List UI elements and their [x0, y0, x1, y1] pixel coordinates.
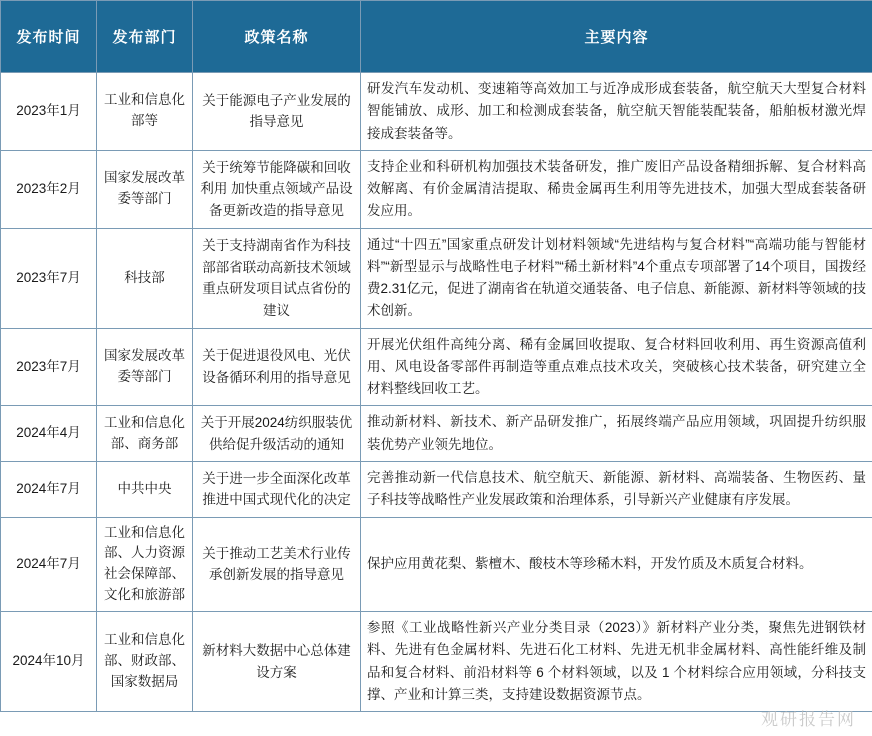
table-row — [1, 406, 872, 462]
cell-department: 中共中央 — [97, 461, 193, 517]
cell-main-content: 支持企业和科研机构加强技术装备研发，推广废旧产品设备精细拆解、复合材料高效解离、有价金属清洁提取、稀贵金属再生利用等先进技术，加强大型成套装备研发应用。 — [361, 150, 872, 228]
table-row — [1, 73, 872, 151]
cell-main-content: 通过“十四五”国家重点研发计划材料领域“先进结构与复合材料”“高端功能与智能材料”“新型显示与战略性电子材料”“稀土新材料”4个重点专项部署了14个项目，国拨经费2.31亿元，促进了湖南省在轨道交通装备、电子信息、新能源、新材料等领域的技术创新。 — [361, 228, 872, 328]
table-header — [1, 1, 872, 73]
table-row — [1, 150, 872, 228]
cell-policy-name: 关于推动工艺美术行业传承创新发展的指导意见 — [193, 517, 361, 612]
cell-date: 2023年2月 — [1, 150, 97, 228]
cell-policy-name: 新材料大数据中心总体建设方案 — [193, 612, 361, 712]
cell-policy-name: 关于统筹节能降碳和回收利用 加快重点领域产品设备更新改造的指导意见 — [193, 150, 361, 228]
cell-department: 国家发展改革委等部门 — [97, 150, 193, 228]
cell-department: 工业和信息化部、商务部 — [97, 406, 193, 462]
cell-main-content: 完善推动新一代信息技术、航空航天、新能源、新材料、高端装备、生物医药、量子科技等战略性产业发展政策和治理体系，引导新兴产业健康有序发展。 — [361, 461, 872, 517]
cell-main-content: 保护应用黄花梨、紫檀木、酸枝木等珍稀木料，开发竹质及木质复合材料。 — [361, 517, 872, 612]
cell-date: 2024年7月 — [1, 461, 97, 517]
column-header-department: 发布部门 — [97, 1, 193, 73]
cell-main-content: 研发汽车发动机、变速箱等高效加工与近净成形成套装备，航空航天大型复合材料智能铺放、成形、加工和检测成套装备，航空航天智能装配装备，船舶板材激光焊接成套装备等。 — [361, 73, 872, 151]
cell-date: 2024年10月 — [1, 612, 97, 712]
cell-date: 2024年7月 — [1, 517, 97, 612]
cell-policy-name: 关于支持湖南省作为科技部部省联动高新技术领域重点研发项目试点省份的建议 — [193, 228, 361, 328]
cell-date: 2023年7月 — [1, 228, 97, 328]
cell-department: 工业和信息化部、人力资源社会保障部、文化和旅游部 — [97, 517, 193, 612]
table-row — [1, 461, 872, 517]
cell-department: 工业和信息化部等 — [97, 73, 193, 151]
table-row — [1, 517, 872, 612]
table-body — [1, 73, 872, 712]
cell-policy-name: 关于能源电子产业发展的指导意见 — [193, 73, 361, 151]
cell-main-content: 参照《工业战略性新兴产业分类目录（2023）》新材料产业分类，聚焦先进钢铁材料、先进有色金属材料、先进石化工材料、先进无机非金属材料、高性能纤维及制品和复合材料、前沿材料等 6 个材料领域，以及 1 个材料综合应用领域，分科技支撑、产业和计算三类，支持建设数据资源节点。 — [361, 612, 872, 712]
table-header-row — [1, 1, 872, 73]
cell-date: 2023年7月 — [1, 328, 97, 406]
cell-department: 科技部 — [97, 228, 193, 328]
cell-policy-name: 关于促进退役风电、光伏设备循环利用的指导意见 — [193, 328, 361, 406]
table-row — [1, 612, 872, 712]
cell-date: 2024年4月 — [1, 406, 97, 462]
column-header-policy-name: 政策名称 — [193, 1, 361, 73]
column-header-main-content: 主要内容 — [361, 1, 872, 73]
watermark: 观研报告网 — [761, 710, 856, 729]
cell-date: 2023年1月 — [1, 73, 97, 151]
table-row — [1, 228, 872, 328]
cell-department: 国家发展改革委等部门 — [97, 328, 193, 406]
cell-policy-name: 关于开展2024纺织服装优供给促升级活动的通知 — [193, 406, 361, 462]
cell-policy-name: 关于进一步全面深化改革 推进中国式现代化的决定 — [193, 461, 361, 517]
cell-department: 工业和信息化部、财政部、国家数据局 — [97, 612, 193, 712]
cell-main-content: 推动新材料、新技术、新产品研发推广，拓展终端产品应用领域，巩固提升纺织服装优势产业领先地位。 — [361, 406, 872, 462]
cell-main-content: 开展光伏组件高纯分离、稀有金属回收提取、复合材料回收利用、再生资源高值利用、风电设备零部件再制造等重点难点技术攻关，突破核心技术装备，研究建立全材料整线回收工艺。 — [361, 328, 872, 406]
table-row — [1, 328, 872, 406]
column-header-date: 发布时间 — [1, 1, 97, 73]
